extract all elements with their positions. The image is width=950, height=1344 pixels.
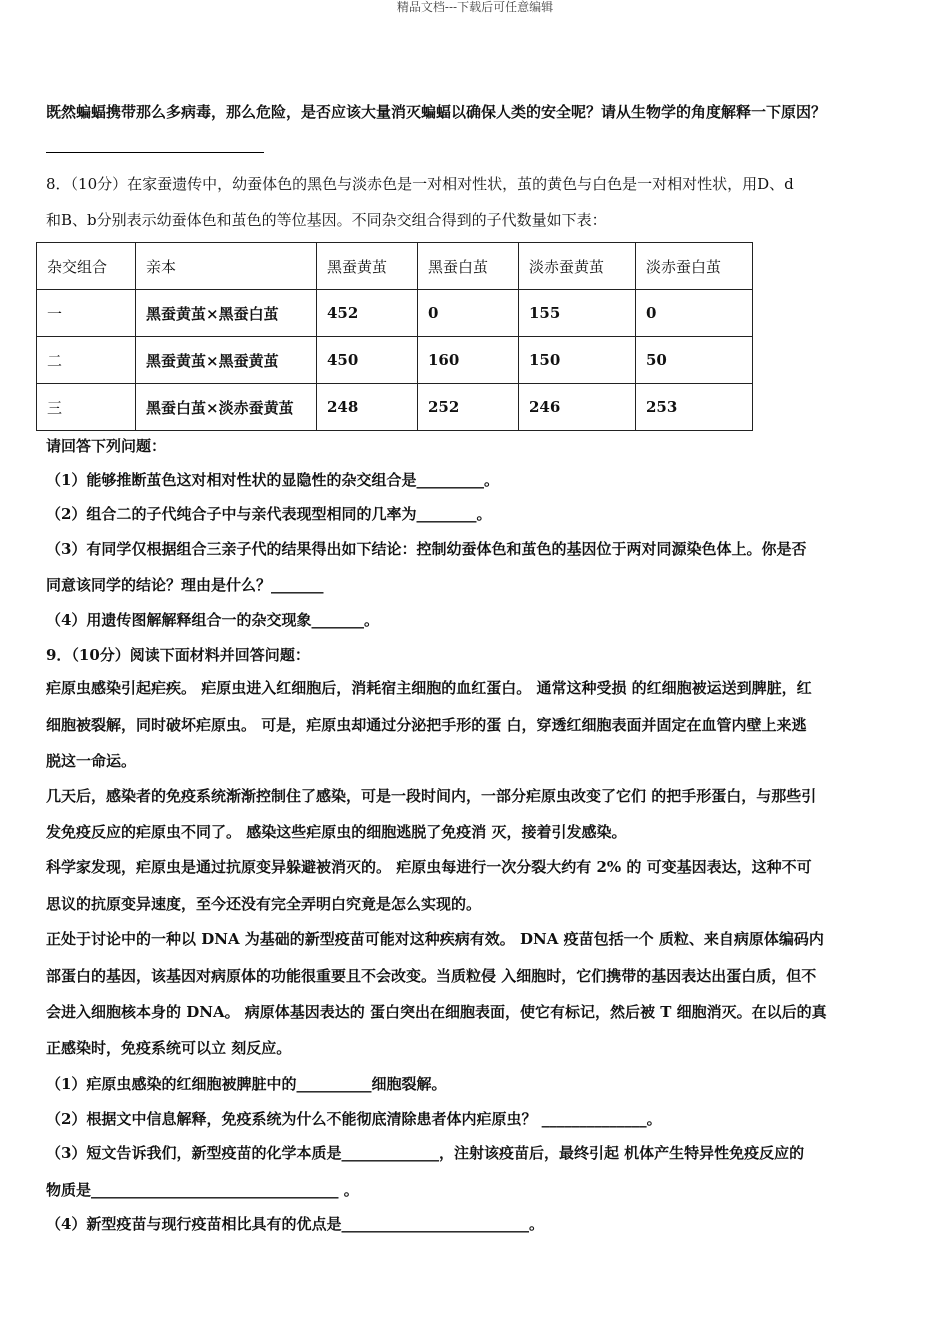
header-cell: 杂交组合 [37, 243, 136, 290]
table-cell: 二 [37, 337, 136, 384]
q8-stem-line-2: 和B、b分别表示幼蚕体色和茧色的等位基因。不同杂交组合得到的子代数量如下表： [46, 211, 607, 229]
table-cell: 0 [636, 290, 753, 337]
table-cell: 黑蚕白茧×淡赤蚕黄茧 [136, 384, 317, 431]
q9-para-1-line-1: 疟原虫感染引起疟疾。 疟原虫进入红细胞后，消耗宿主细胞的血红蛋白。 通常这种受损 的红细胞被运送到脾脏，红 [46, 679, 812, 697]
q9-para-3-line-1: 科学家发现，疟原虫是通过抗原变异躲避被消灭的。 疟原虫每进行一次分裂大约有 2% 的 可变基因表达，这种不可 [46, 858, 812, 876]
table-cell: 450 [317, 337, 418, 384]
q8-sub-4: （4）用遗传图解解释组合一的杂交现象_______。 [46, 611, 379, 629]
table-cell: 246 [519, 384, 636, 431]
table-cell: 黑蚕黄茧×黑蚕黄茧 [136, 337, 317, 384]
q9-sub-1: （1）疟原虫感染的红细胞被脾脏中的__________细胞裂解。 [46, 1075, 447, 1093]
q9-para-4-line-1: 正处于讨论中的一种以 DNA 为基础的新型疫苗可能对这种疾病有效。 DNA 疫苗包括一个 质粒、来自病原体编码内 [46, 930, 824, 948]
table-row [37, 290, 753, 337]
table-cell: 160 [418, 337, 519, 384]
q9-para-1-line-3: 脱这一命运。 [46, 752, 137, 770]
table-cell: 黑蚕黄茧×黑蚕白茧 [136, 290, 317, 337]
table-cell: 一 [37, 290, 136, 337]
table-cell: 253 [636, 384, 753, 431]
table-cell: 252 [418, 384, 519, 431]
answer-line [46, 152, 264, 153]
header-cell: 黑蚕白茧 [418, 243, 519, 290]
q9-sub-3-line-1: （3）短文告诉我们，新型疫苗的化学本质是_____________，注射该疫苗后，最终引起 机体产生特异性免疫反应的 [46, 1144, 805, 1162]
q9-para-3-line-2: 思议的抗原变异速度，至今还没有完全弄明白究竟是怎么实现的。 [46, 895, 482, 913]
table-header-row [37, 243, 753, 290]
q9-para-4-line-4: 正感染时，免疫系统可以立 刻反应。 [46, 1039, 292, 1057]
q9-sub-2: （2）根据文中信息解释，免疫系统为什么不能彻底清除患者体内疟原虫？ ______________。 [46, 1110, 662, 1128]
q9-para-1-line-2: 细胞被裂解，同时破坏疟原虫。 可是，疟原虫却通过分泌把手形的蛋 白，穿透红细胞表面并固定在血管内壁上来逃 [46, 716, 807, 734]
q8-sub-1: （1）能够推断茧色这对相对性状的显隐性的杂交组合是_________。 [46, 471, 499, 489]
table-row [37, 384, 753, 431]
table-cell: 0 [418, 290, 519, 337]
q8-stem-line-1: 8．（10分）在家蚕遗传中，幼蚕体色的黑色与淡赤色是一对相对性状，茧的黄色与白色是一对相对性状，用D、d [46, 175, 794, 193]
table-cell: 三 [37, 384, 136, 431]
q9-para-4-line-3: 会进入细胞核本身的 DNA。 病原体基因表达的 蛋白突出在细胞表面，使它有标记，然后被 T 细胞消灭。在以后的真 [46, 1003, 827, 1021]
header-cell: 淡赤蚕黄茧 [519, 243, 636, 290]
table-cell: 150 [519, 337, 636, 384]
table-cell: 155 [519, 290, 636, 337]
intro-question: 既然蝙蝠携带那么多病毒，那么危险，是否应该大量消灭蝙蝠以确保人类的安全呢？请从生物学的角度解释一下原因？ [46, 103, 827, 121]
q9-para-2-line-1: 几天后，感染者的免疫系统渐渐控制住了感染，可是一段时间内，一部分疟原虫改变了它们 的把手形蛋白，与那些引 [46, 787, 817, 805]
q9-title: 9．（10分）阅读下面材料并回答问题： [46, 646, 310, 664]
table-cell: 248 [317, 384, 418, 431]
table-cell: 50 [636, 337, 753, 384]
header-cell: 黑蚕黄茧 [317, 243, 418, 290]
page-header: 精品文档---下载后可任意编辑 [396, 0, 554, 14]
q8-prompt: 请回答下列问题： [46, 437, 167, 455]
table-row [37, 337, 753, 384]
cross-results-table [36, 242, 753, 431]
q9-sub-4: （4）新型疫苗与现行疫苗相比具有的优点是_________________________。 [46, 1215, 544, 1233]
q9-para-4-line-2: 部蛋白的基因，该基因对病原体的功能很重要且不会改变。当质粒侵 入细胞时，它们携带的基因表达出蛋白质，但不 [46, 967, 817, 985]
header-cell: 亲本 [136, 243, 317, 290]
q8-sub-2: （2）组合二的子代纯合子中与亲代表现型相同的几率为________。 [46, 505, 492, 523]
q8-sub-3-line-2: 同意该同学的结论？理由是什么？_______ [46, 576, 324, 594]
table-cell: 452 [317, 290, 418, 337]
q8-sub-3-line-1: （3）有同学仅根据组合三亲子代的结果得出如下结论：控制幼蚕体色和茧色的基因位于两对同源染色体上。你是否 [46, 540, 807, 558]
q9-sub-3-line-2: 物质是_________________________________ 。 [46, 1181, 359, 1199]
q9-para-2-line-2: 发免疫反应的疟原虫不同了。 感染这些疟原虫的细胞逃脱了免疫消 灭，接着引发感染。 [46, 823, 627, 841]
header-cell: 淡赤蚕白茧 [636, 243, 753, 290]
